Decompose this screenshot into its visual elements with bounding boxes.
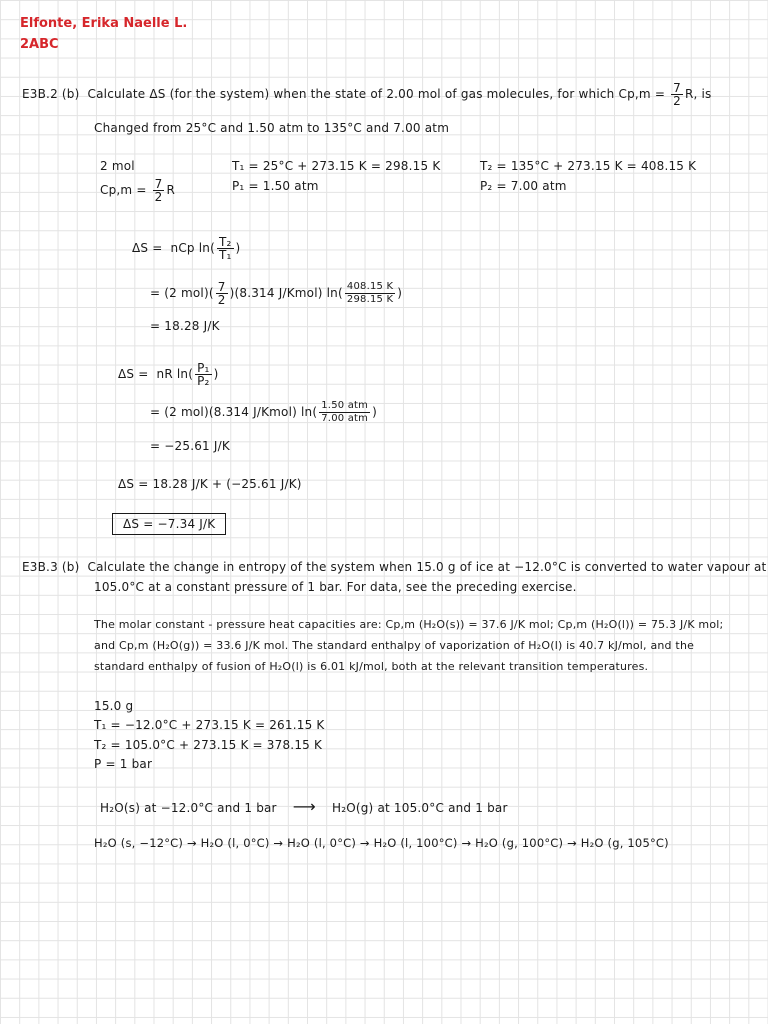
exercise-2-data-line3: standard enthalpy of fusion of H₂O(l) is 6.01 kJ/mol, both at the relevant transition temperatures. bbox=[94, 660, 649, 673]
student-name: Elfonte, Erika Naelle L. bbox=[20, 16, 188, 31]
given-t2-vapour: T₂ = 105.0°C + 273.15 K = 378.15 K bbox=[94, 738, 323, 752]
exercise-2-data-line1: The molar constant - pressure heat capacities are: Cp,m (H₂O(s)) = 37.6 J/K mol; Cp,m (H₂O(l)) = 75.3 J/K mol; bbox=[94, 618, 724, 631]
given-moles: 2 mol bbox=[100, 159, 135, 173]
given-pressure: P = 1 bar bbox=[94, 757, 153, 771]
given-mass: 15.0 g bbox=[94, 699, 134, 713]
ds-pressure-result: = −25.61 J/K bbox=[150, 439, 230, 453]
given-p1: P₁ = 1.50 atm bbox=[232, 179, 319, 193]
ds-temperature-result: = 18.28 J/K bbox=[150, 319, 220, 333]
ds-pressure-substitution: = (2 mol)(8.314 J/Kmol) ln( $\frac{\text{1.50 atm}}{\text{7.00 atm}}$ ) bbox=[150, 400, 377, 424]
given-t2: T₂ = 135°C + 273.15 K = 408.15 K bbox=[480, 159, 697, 173]
exercise-2-problem-text: Calculate the change in entropy of the system when 15.0 g of ice at −12.0°C is converted to water vapour at bbox=[87, 560, 767, 574]
exercise-1-label: E3B.2 (b) bbox=[22, 87, 80, 101]
ds-pressure-formula: ΔS = nR ln( $\frac{\text{P₁}}{\text{P₂}}$ ) bbox=[118, 361, 219, 388]
ds-temperature-formula: ΔS = nCp ln( $\frac{\text{T₂}}{\text{T₁}}$ ) bbox=[132, 235, 241, 262]
exercise-1-problem-line2: Changed from 25°C and 1.50 atm to 135°C and 7.00 atm bbox=[94, 121, 450, 135]
ds-temperature-substitution: = (2 mol)( $\frac{7}{2}$ )(8.314 J/Kmol) ln( $\frac{408.15 K}{298.15 K}$ ) bbox=[150, 280, 403, 307]
student-section: 2ABC bbox=[20, 37, 59, 52]
cp-fraction: $\frac{7}{2}$ bbox=[673, 81, 681, 108]
process-path: H₂O (s, −12°C) → H₂O (l, 0°C) → H₂O (l, 0°C) → H₂O (l, 100°C) → H₂O (g, 100°C) → H₂O (g, 105°C) bbox=[94, 836, 669, 850]
given-t1-ice: T₁ = −12.0°C + 273.15 K = 261.15 K bbox=[94, 718, 325, 732]
ds-total-sum: ΔS = 18.28 J/K + (−25.61 J/K) bbox=[118, 477, 302, 491]
given-t1: T₁ = 25°C + 273.15 K = 298.15 K bbox=[232, 159, 441, 173]
exercise-2-problem bbox=[22, 560, 766, 574]
ds-final-answer: ΔS = −7.34 J/K bbox=[112, 513, 226, 535]
exercise-2-label: E3B.3 (b) bbox=[22, 560, 80, 574]
exercise-2-data-line2: and Cp,m (H₂O(g)) = 33.6 J/K mol. The standard enthalpy of vaporization of H₂O(l) is 40.7 kJ/mol, and the bbox=[94, 639, 695, 652]
exercise-1-problem-tail: R, is bbox=[684, 87, 712, 101]
given-cp: Cp,m = $\frac{7}{2}$ R bbox=[100, 177, 175, 204]
exercise-1-problem bbox=[22, 82, 712, 107]
exercise-1-problem-text: Calculate ΔS (for the system) when the state of 2.00 mol of gas molecules, for which Cp,m = bbox=[87, 87, 666, 101]
given-p2: P₂ = 7.00 atm bbox=[480, 179, 567, 193]
exercise-2-problem-line2: 105.0°C at a constant pressure of 1 bar. For data, see the preceding exercise. bbox=[94, 580, 577, 594]
process-statement: H₂O(s) at −12.0°C and 1 bar ⟶ H₂O(g) at 105.0°C and 1 bar bbox=[100, 797, 508, 816]
